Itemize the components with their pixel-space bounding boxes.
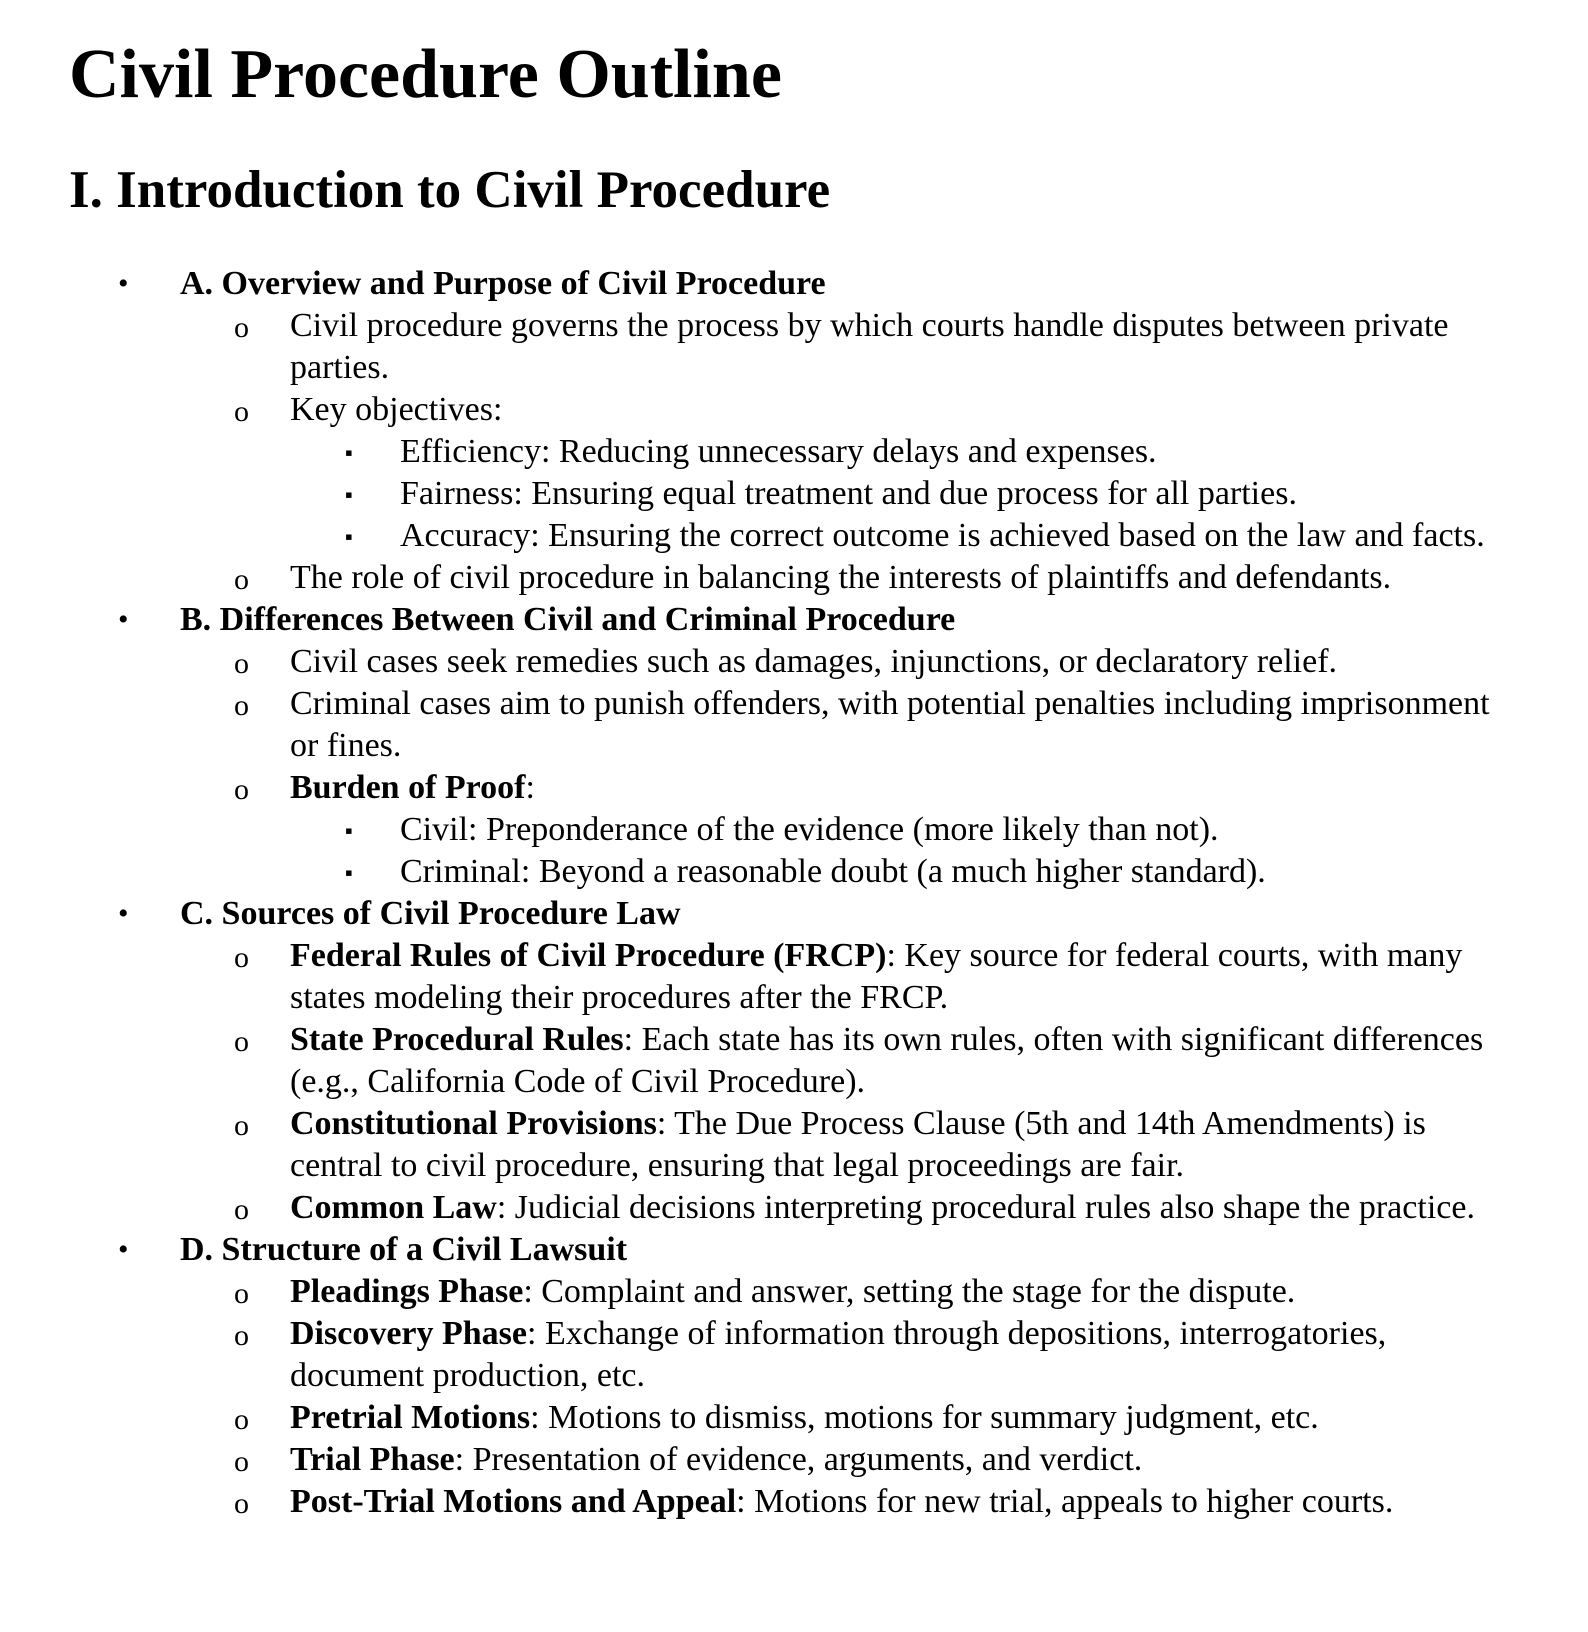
outline-list xyxy=(0,263,1588,1523)
item-term: Pleadings Phase xyxy=(290,1273,524,1310)
circle-marker: o xyxy=(234,1109,249,1142)
list-item xyxy=(0,1313,1588,1397)
item-text: : Judicial decisions interpreting procedural rules also shape the practice. xyxy=(496,1189,1475,1226)
item-text: : Motions to dismiss, motions for summary judgment, etc. xyxy=(530,1399,1319,1436)
list-item xyxy=(0,1439,1588,1481)
circle-marker: o xyxy=(234,395,249,428)
outline-heading-a xyxy=(0,263,1588,305)
list-item xyxy=(0,809,1588,851)
item-text: Civil procedure governs the process by which courts handle disputes between private parties. xyxy=(290,307,1449,386)
circle-marker: o xyxy=(234,1025,249,1058)
item-text: : Each state has its own rules, often with significant differences (e.g., California Code of Civil Procedure). xyxy=(290,1021,1484,1100)
item-term: Common Law xyxy=(290,1189,497,1226)
item-term: Trial Phase xyxy=(290,1441,455,1478)
bullet-marker: • xyxy=(118,897,129,930)
item-term: Constitutional Provisions xyxy=(290,1105,657,1142)
item-text: Key objectives: xyxy=(290,391,503,428)
outline-heading-c xyxy=(0,893,1588,935)
list-item xyxy=(0,557,1588,599)
list-item xyxy=(0,1019,1588,1103)
circle-marker: o xyxy=(234,689,249,722)
square-marker: ▪ xyxy=(345,440,353,465)
list-item xyxy=(0,851,1588,893)
bullet-marker: • xyxy=(118,267,129,300)
circle-marker: o xyxy=(234,1193,249,1226)
list-item xyxy=(0,431,1588,473)
list-item xyxy=(0,1481,1588,1523)
circle-marker: o xyxy=(234,311,249,344)
heading-text: B. Differences Between Civil and Criminal Procedure xyxy=(180,601,956,638)
circle-marker: o xyxy=(234,647,249,680)
bullet-marker: • xyxy=(118,1233,129,1266)
heading-text: D. Structure of a Civil Lawsuit xyxy=(180,1231,628,1268)
item-text: Criminal cases aim to punish offenders, with potential penalties including imprisonment or fines. xyxy=(290,685,1490,764)
item-term: Discovery Phase xyxy=(290,1315,528,1352)
list-item xyxy=(0,473,1588,515)
list-item xyxy=(0,683,1588,767)
square-marker: ▪ xyxy=(345,860,353,885)
section-heading: I. Introduction to Civil Procedure xyxy=(69,161,831,219)
item-text: : Exchange of information through depositions, interrogatories, document production, etc. xyxy=(290,1315,1387,1394)
outline-heading-d xyxy=(0,1229,1588,1271)
item-text: : Complaint and answer, setting the stage for the dispute. xyxy=(523,1273,1296,1310)
heading-text: A. Overview and Purpose of Civil Procedure xyxy=(180,265,826,302)
list-item xyxy=(0,305,1588,389)
item-term: Burden of Proof xyxy=(290,769,526,806)
item-term: Post-Trial Motions and Appeal xyxy=(290,1483,737,1520)
item-text: : Motions for new trial, appeals to higher courts. xyxy=(736,1483,1394,1520)
list-item xyxy=(0,1187,1588,1229)
item-text: Accuracy: Ensuring the correct outcome is achieved based on the law and facts. xyxy=(400,517,1485,554)
item-text: Criminal: Beyond a reasonable doubt (a much higher standard). xyxy=(400,853,1266,890)
list-item xyxy=(0,767,1588,809)
bullet-marker: • xyxy=(118,603,129,636)
list-item xyxy=(0,1103,1588,1187)
circle-marker: o xyxy=(234,1319,249,1352)
item-text: The role of civil procedure in balancing the interests of plaintiffs and defendants. xyxy=(290,559,1392,596)
circle-marker: o xyxy=(234,1487,249,1520)
item-text: : Key source for federal courts, with many states modeling their procedures after the FRCP. xyxy=(290,937,1463,1016)
list-item xyxy=(0,389,1588,431)
item-text: : The Due Process Clause (5th and 14th Amendments) is central to civil procedure, ensuring that legal proceedings are fair. xyxy=(290,1105,1426,1184)
list-item xyxy=(0,515,1588,557)
item-text: Fairness: Ensuring equal treatment and due process for all parties. xyxy=(400,475,1297,512)
item-text: Civil: Preponderance of the evidence (more likely than not). xyxy=(400,811,1219,848)
item-text: Efficiency: Reducing unnecessary delays and expenses. xyxy=(400,433,1157,470)
document-title: Civil Procedure Outline xyxy=(69,36,782,113)
square-marker: ▪ xyxy=(345,524,353,549)
list-item xyxy=(0,1271,1588,1313)
item-term: State Procedural Rules xyxy=(290,1021,624,1058)
item-text: : xyxy=(525,769,535,806)
circle-marker: o xyxy=(234,773,249,806)
item-text: : Presentation of evidence, arguments, and verdict. xyxy=(454,1441,1143,1478)
item-term: Federal Rules of Civil Procedure (FRCP) xyxy=(290,937,887,974)
outline-heading-b xyxy=(0,599,1588,641)
item-term: Pretrial Motions xyxy=(290,1399,531,1436)
circle-marker: o xyxy=(234,1445,249,1478)
square-marker: ▪ xyxy=(345,818,353,843)
list-item xyxy=(0,1397,1588,1439)
list-item xyxy=(0,935,1588,1019)
list-item xyxy=(0,641,1588,683)
circle-marker: o xyxy=(234,1403,249,1436)
circle-marker: o xyxy=(234,1277,249,1310)
circle-marker: o xyxy=(234,563,249,596)
circle-marker: o xyxy=(234,941,249,974)
heading-text: C. Sources of Civil Procedure Law xyxy=(180,895,681,932)
item-text: Civil cases seek remedies such as damages, injunctions, or declaratory relief. xyxy=(290,643,1338,680)
square-marker: ▪ xyxy=(345,482,353,507)
